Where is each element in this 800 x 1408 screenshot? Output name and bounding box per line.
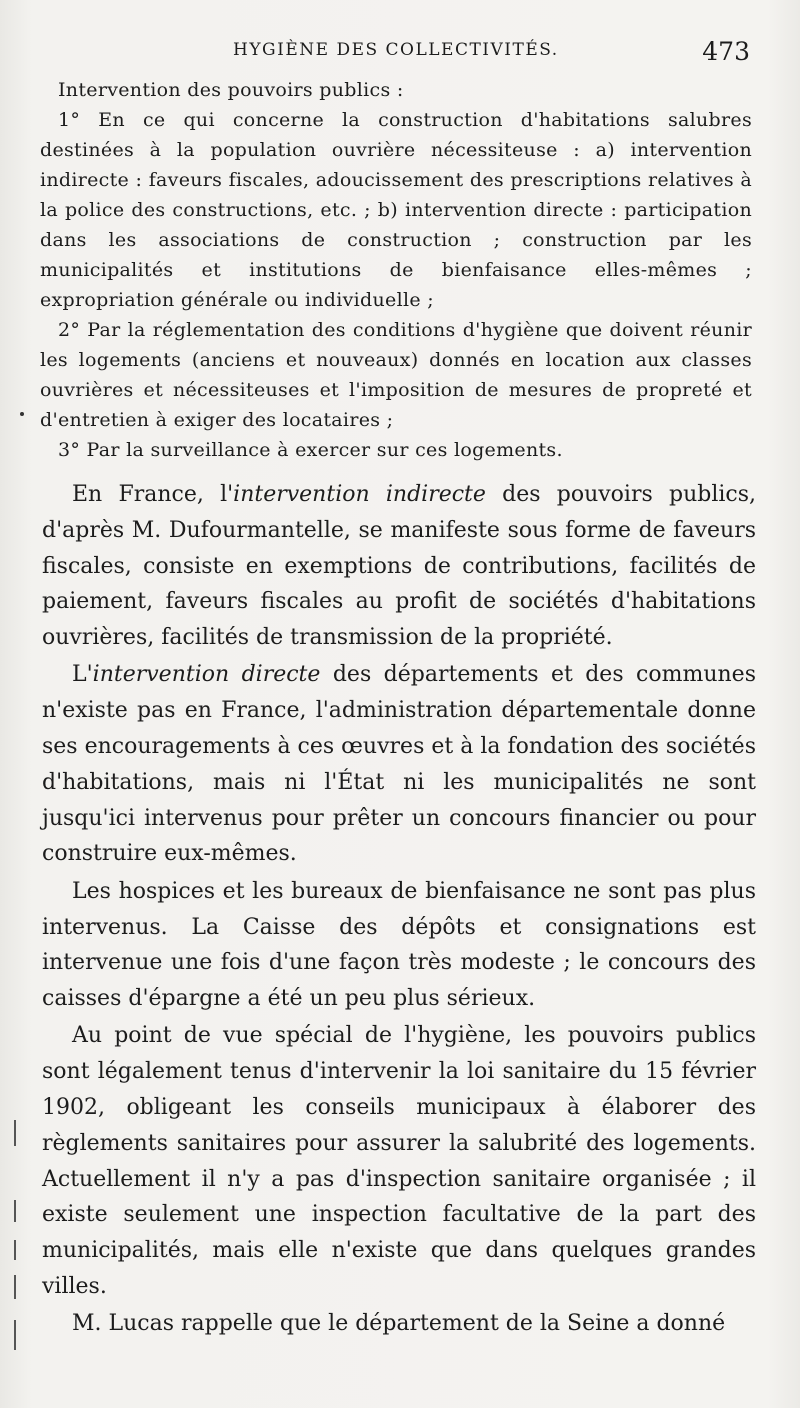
edge-mark bbox=[14, 1320, 16, 1350]
page-header bbox=[0, 38, 800, 68]
paragraph-2-text-b: des départements et des communes n'existe pas en France, l'administration départementale donne ses encouragements à ces œuvres et à la fondation des sociétés d'habitations, mais ni l'État ni les municipalités ne sont jusqu'ici intervenus pour prêter un concours financier ou pour construire eux-mêmes. bbox=[42, 662, 756, 867]
edge-mark bbox=[14, 1275, 16, 1299]
paragraph-2 bbox=[42, 657, 756, 872]
margin-dot bbox=[20, 412, 24, 416]
page-number: 473 bbox=[702, 37, 750, 66]
paragraph-2-italic: intervention directe bbox=[92, 662, 321, 688]
edge-mark bbox=[14, 1120, 16, 1146]
edge-mark bbox=[14, 1200, 16, 1222]
summary-block bbox=[40, 75, 752, 465]
summary-item-1: 1° En ce qui concerne la construction d'habitations salubres destinées à la population ouvrière nécessiteuse : a) intervention indirecte : faveurs fiscales, adoucissement des prescriptions relatives à la police des constructions, etc. ; b) intervention directe : participation dans les associations de construction ; construction par les municipalités et institutions de bienfaisance elles-mêmes ; expropriation générale ou individuelle ; bbox=[40, 109, 752, 311]
paragraph-1-text-b: des pouvoirs publics, d'après M. Dufourmantelle, se manifeste sous forme de faveurs fiscales, consiste en exemptions de contributions, facilités de paiement, faveurs fiscales au profit de sociétés d'habitations ouvrières, facilités de transmission de la propriété. bbox=[42, 482, 756, 651]
summary-item-3: 3° Par la surveillance à exercer sur ces logements. bbox=[58, 439, 563, 461]
summary-heading: Intervention des pouvoirs publics : bbox=[58, 79, 404, 101]
paragraph-3: Les hospices et les bureaux de bienfaisance ne sont pas plus intervenus. La Caisse des dépôts et consignations est intervenue une fois d'une façon très modeste ; le concours des caisses d'épargne a été un peu plus sérieux. bbox=[42, 878, 756, 1012]
running-head: HYGIÈNE DES COLLECTIVITÉS. bbox=[233, 40, 559, 60]
paragraph-1 bbox=[42, 477, 756, 656]
summary-item-2: 2° Par la réglementation des conditions d'hygiène que doivent réunir les logements (anciens et nouveaux) donnés en location aux classes ouvrières et nécessiteuses et l'imposition de mesures de propreté et d'entretien à exiger des locataires ; bbox=[40, 319, 752, 431]
paragraph-2-text-a: L' bbox=[72, 662, 93, 688]
body-text bbox=[42, 477, 756, 1342]
paragraph-1-italic: intervention indirecte bbox=[233, 482, 486, 507]
paragraph-4: Au point de vue spécial de l'hygiène, les pouvoirs publics sont légalement tenus d'intervenir la loi sanitaire du 15 février 1902, obligeant les conseils municipaux à élaborer des règlements sanitaires pour assurer la salubrité des logements. Actuellement il n'y a pas d'inspection sanitaire organisée ; il existe seulement une inspection facultative de la part des municipalités, mais elle n'existe que dans quelques grandes villes. bbox=[42, 1023, 756, 1300]
edge-mark bbox=[14, 1240, 16, 1260]
paragraph-5: M. Lucas rappelle que le département de la Seine a donné bbox=[72, 1311, 726, 1337]
paragraph-1-text-a: En France, l' bbox=[72, 482, 234, 507]
